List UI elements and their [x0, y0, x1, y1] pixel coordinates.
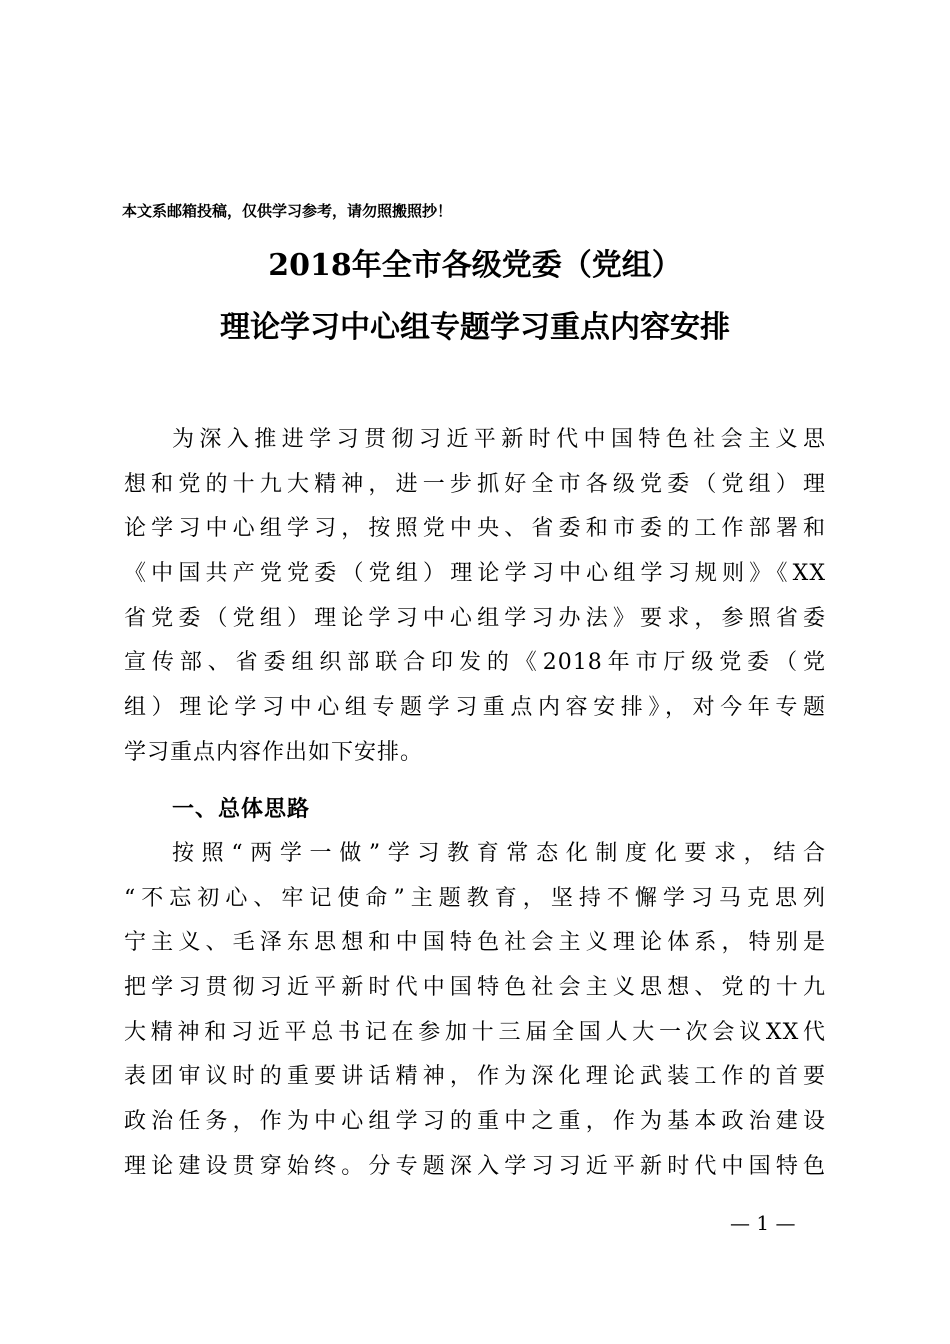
- paragraph-line: 组）理论学习中心组专题学习重点内容安排》，对今年专题: [124, 695, 826, 721]
- paragraph-line: 表团审议时的重要讲话精神，作为深化理论武装工作的首要: [124, 1064, 826, 1090]
- submission-notice: 本文系邮箱投稿，仅供学习参考，请勿照搬照抄！: [122, 202, 453, 220]
- paragraph-line: 大精神和习近平总书记在参加十三届全国人大一次会议XX代: [124, 1019, 826, 1045]
- section1-paragraph: [124, 832, 826, 1190]
- paragraph-line: 为深入推进学习贯彻习近平新时代中国特色社会主义思: [172, 427, 826, 452]
- paragraph-line: 学习重点内容作出如下安排。: [124, 739, 424, 765]
- section-heading-overall-approach: 一、总体思路: [172, 796, 311, 822]
- paragraph-line: “不忘初心、牢记使命”主题教育，坚持不懈学习马克思列: [124, 885, 826, 911]
- paragraph-line: 理论建设贯穿始终。分专题深入学习习近平新时代中国特色: [124, 1153, 826, 1179]
- paragraph-line: 按照“两学一做”学习教育常态化制度化要求，结合: [172, 841, 826, 866]
- paragraph-line: 论学习中心组学习，按照党中央、省委和市委的工作部署和: [124, 516, 826, 542]
- page-number: — 1 —: [730, 1211, 796, 1235]
- paragraph-line: 《中国共产党党委（党组）理论学习中心组学习规则》《XX: [124, 561, 826, 587]
- paragraph-line: 省党委（党组）理论学习中心组学习办法》要求，参照省委: [124, 605, 826, 631]
- paragraph-line: 想和党的十九大精神，进一步抓好全市各级党委（党组）理: [124, 471, 826, 497]
- paragraph-line: 宣传部、省委组织部联合印发的《2018年市厅级党委（党: [124, 650, 826, 676]
- document-title-line-1: 2018年全市各级党委（党组）: [268, 248, 682, 283]
- paragraph-line: 把学习贯彻习近平新时代中国特色社会主义思想、党的十九: [124, 975, 826, 1001]
- paragraph-line: 宁主义、毛泽东思想和中国特色社会主义理论体系，特别是: [124, 930, 826, 956]
- paragraph-line: 政治任务，作为中心组学习的重中之重，作为基本政治建设: [124, 1109, 826, 1135]
- document-title-line-2: 理论学习中心组专题学习重点内容安排: [220, 310, 730, 345]
- intro-paragraph: [124, 418, 826, 776]
